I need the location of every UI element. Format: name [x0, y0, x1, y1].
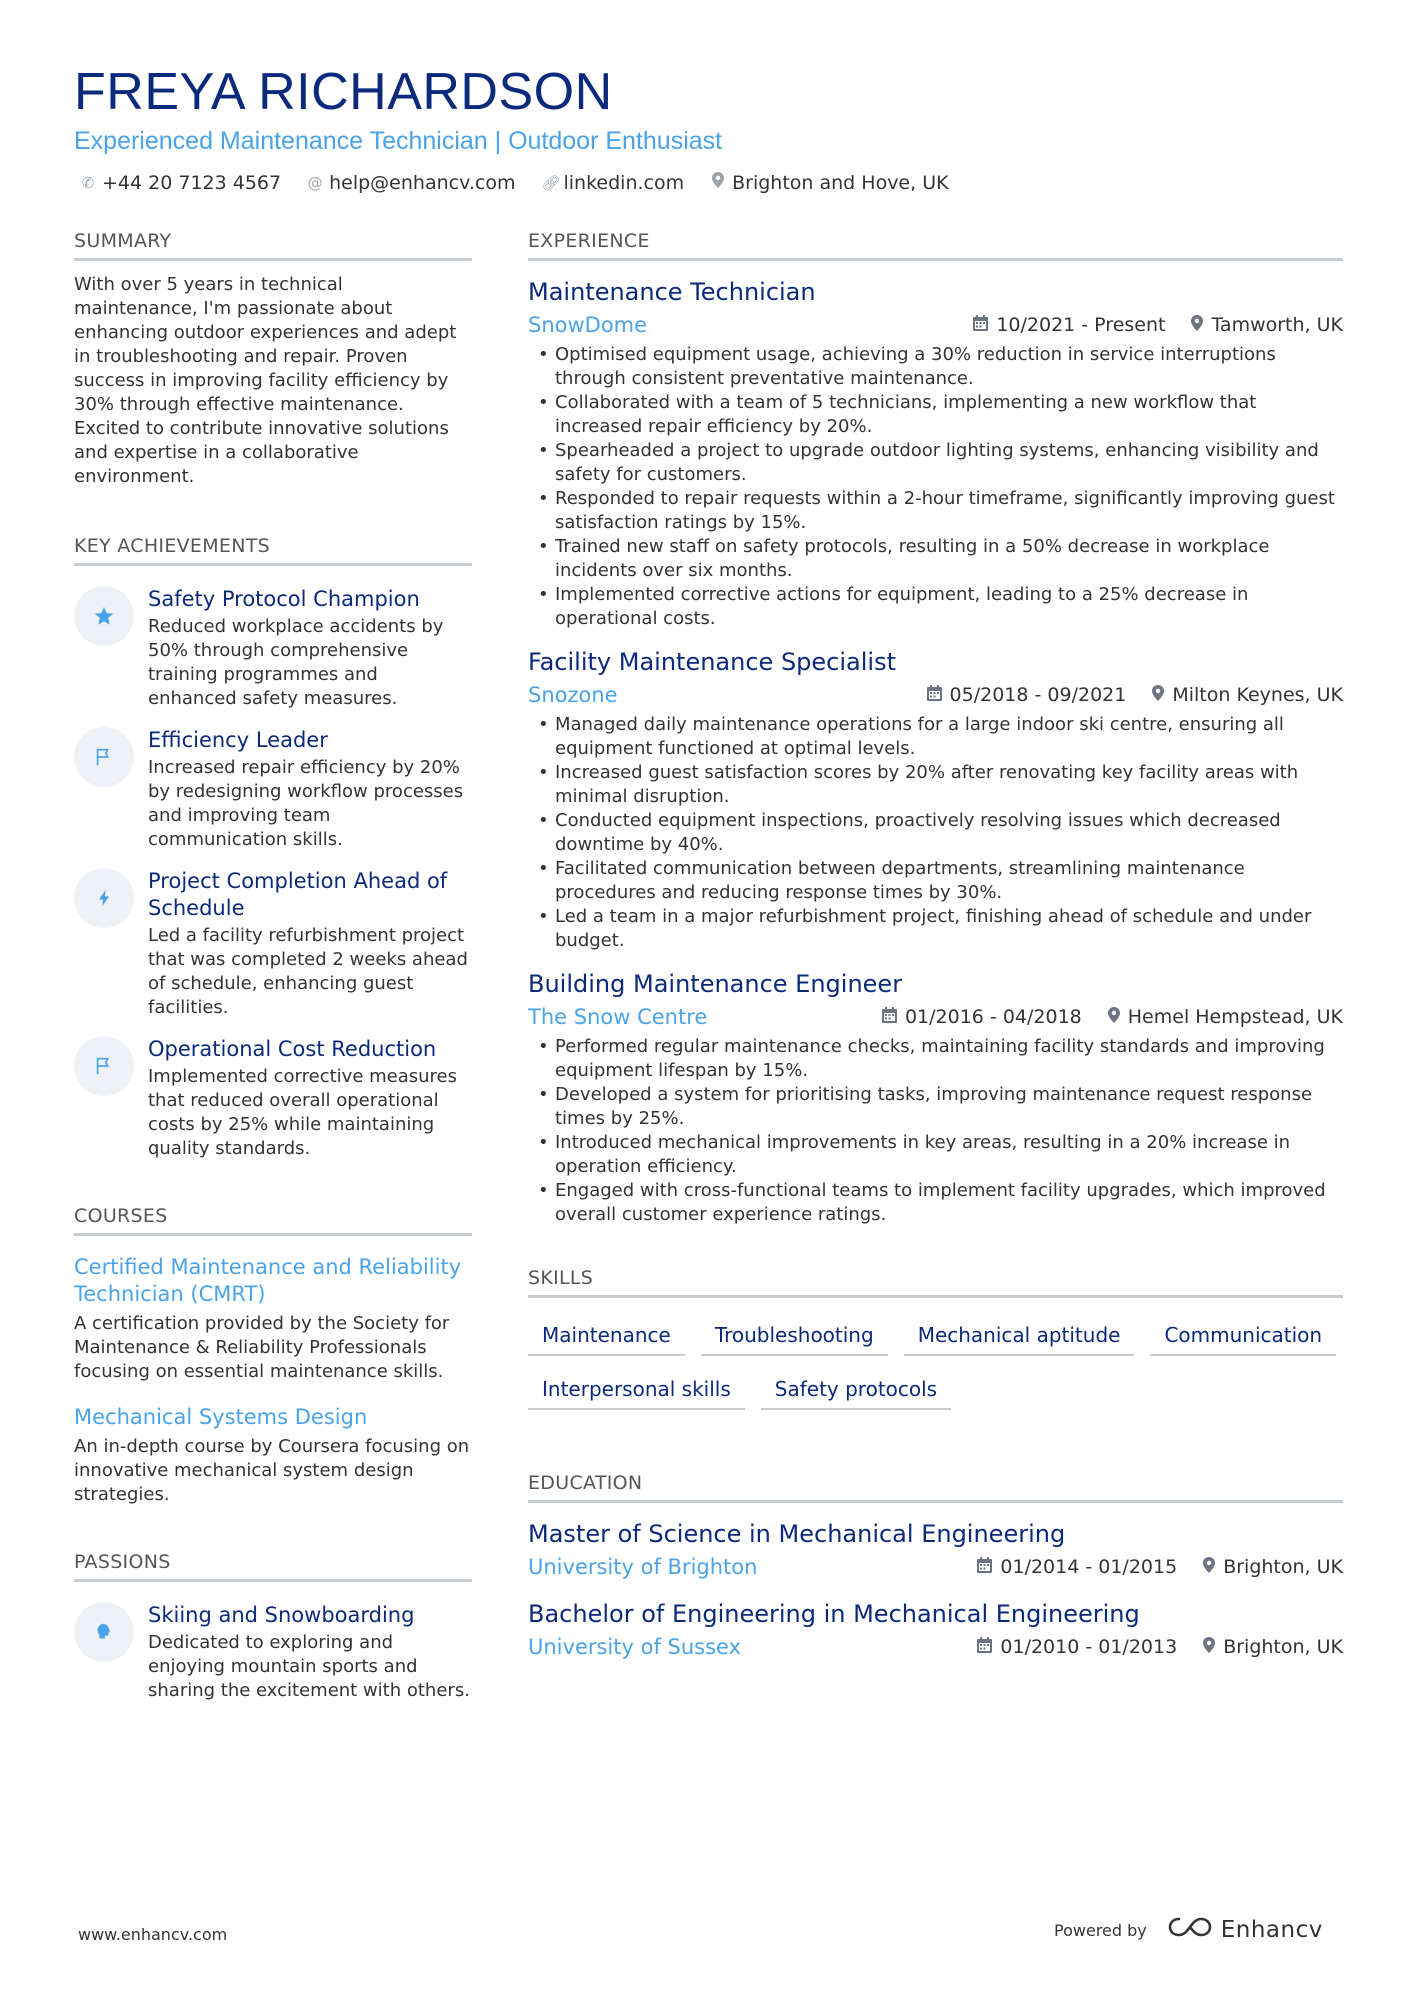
location-icon: [1191, 315, 1203, 335]
contact-linkedin-text: linkedin.com: [563, 172, 685, 194]
achievement-title: Project Completion Ahead of Schedule: [148, 869, 448, 920]
passions-title: PASSIONS: [74, 1549, 472, 1582]
courses-title: COURSES: [74, 1203, 472, 1236]
achievement-desc: Led a facility refurbishment project that was completed 2 weeks ahead of schedule, enhancing guest facilities.: [148, 925, 468, 1018]
achievements-section: [74, 533, 472, 1161]
job-bullets: [528, 343, 1343, 631]
skills-title: SKILLS: [528, 1265, 1343, 1298]
flag-icon: [74, 1036, 134, 1096]
achievement-desc: Implemented corrective measures that reduced overall operational costs by 25% while maintaining quality standards.: [148, 1066, 457, 1159]
job-bullet: • Implemented corrective actions for equipment, leading to a 25% decrease in operational costs.: [528, 583, 1343, 631]
degree-title: Bachelor of Engineering in Mechanical Engineering: [528, 1600, 1140, 1628]
job-bullet: • Trained new staff on safety protocols, resulting in a 50% decrease in workplace incidents over six months.: [528, 535, 1343, 583]
skill-tag: Safety protocols: [761, 1372, 951, 1410]
job-location: Milton Keynes, UK: [1172, 684, 1343, 706]
degree-title: Master of Science in Mechanical Engineering: [528, 1520, 1066, 1548]
contact-phone-text: +44 20 7123 4567: [102, 172, 282, 194]
skill-tag: Maintenance: [528, 1318, 685, 1356]
experience-title: EXPERIENCE: [528, 228, 1343, 261]
brain-icon: [74, 1602, 134, 1662]
job-bullet: • Developed a system for prioritising tasks, improving maintenance request response times by 25%.: [528, 1083, 1343, 1131]
school-name: University of Sussex: [528, 1635, 742, 1659]
job-company: The Snow Centre: [528, 1005, 708, 1029]
location-icon: [1108, 1007, 1120, 1027]
job-entry: [528, 969, 1343, 1227]
achievement-item: [74, 868, 472, 1020]
achievement-title: Safety Protocol Champion: [148, 587, 420, 611]
summary-text: With over 5 years in technical maintenance, I'm passionate about enhancing outdoor experiences and adept in troubleshooting and repair. Proven success in improving facility efficiency by 30% through effective maintenance. Excited to contribute innovative solutions and expertise in a collaborative environment.: [74, 274, 457, 487]
job-location: Hemel Hempstead, UK: [1127, 1006, 1343, 1028]
achievement-title: Efficiency Leader: [148, 728, 328, 752]
job-entry: [528, 647, 1343, 953]
job-bullet: • Led a team in a major refurbishment project, finishing ahead of schedule and under budget.: [528, 905, 1343, 953]
job-location: Tamworth, UK: [1211, 314, 1343, 336]
skill-tag: Mechanical aptitude: [904, 1318, 1135, 1356]
course-desc: An in-depth course by Coursera focusing on innovative mechanical system design strategies.: [74, 1436, 470, 1505]
passions-section: [74, 1549, 472, 1703]
job-title: Maintenance Technician: [528, 278, 816, 306]
job-dates: 05/2018 - 09/2021: [949, 684, 1127, 706]
education-entry: [528, 1519, 1343, 1581]
job-bullet: • Performed regular maintenance checks, maintaining facility standards and improving equipment lifespan by 15%.: [528, 1035, 1343, 1083]
left-column: [74, 228, 472, 1703]
skill-tag: Troubleshooting: [701, 1318, 888, 1356]
calendar-icon: [973, 315, 988, 335]
location-icon: [1203, 1557, 1215, 1577]
infinity-icon: [1167, 1915, 1213, 1945]
summary-title: SUMMARY: [74, 228, 472, 261]
job-title: Building Maintenance Engineer: [528, 970, 903, 998]
footer-branding: [1054, 1915, 1323, 1945]
skill-tag: Interpersonal skills: [528, 1372, 745, 1410]
location-icon: [1152, 685, 1164, 705]
contact-phone[interactable]: [80, 170, 281, 196]
powered-by-label: Powered by: [1054, 1920, 1147, 1940]
job-company: SnowDome: [528, 313, 648, 337]
school-name: University of Brighton: [528, 1555, 758, 1579]
calendar-icon: [977, 1637, 992, 1657]
job-bullet: • Managed daily maintenance operations for a large indoor ski centre, ensuring all equipment functioned at optimal levels.: [528, 713, 1343, 761]
course-item: [74, 1254, 472, 1384]
achievement-item: [74, 586, 472, 711]
job-dates: 10/2021 - Present: [996, 314, 1166, 336]
enhancv-logo[interactable]: [1167, 1915, 1323, 1945]
job-bullet: • Introduced mechanical improvements in key areas, resulting in a 20% increase in operation efficiency.: [528, 1131, 1343, 1179]
courses-section: [74, 1203, 472, 1507]
candidate-tagline: Experienced Maintenance Technician | Outdoor Enthusiast: [74, 127, 723, 155]
job-bullets: [528, 1035, 1343, 1227]
job-bullet: • Collaborated with a team of 5 technicians, implementing a new workflow that increased repair efficiency by 20%.: [528, 391, 1343, 439]
job-bullet: • Increased guest satisfaction scores by 20% after renovating key facility areas with minimal disruption.: [528, 761, 1343, 809]
candidate-name: FREYA RICHARDSON: [74, 63, 613, 121]
location-icon: [710, 170, 726, 196]
passion-desc: Dedicated to exploring and enjoying mountain sports and sharing the excitement with others.: [148, 1632, 470, 1701]
contact-bar: [80, 170, 949, 196]
brand-name: Enhancv: [1220, 1917, 1323, 1943]
course-desc: A certification provided by the Society for Maintenance & Reliability Professionals focusing on essential maintenance skills.: [74, 1313, 450, 1382]
job-company: Snozone: [528, 683, 618, 707]
skill-tag: Communication: [1150, 1318, 1336, 1356]
education-dates: 01/2010 - 01/2013: [1000, 1636, 1178, 1658]
at-icon: @: [307, 174, 323, 192]
skills-list: [528, 1318, 1343, 1410]
job-bullet: • Engaged with cross-functional teams to implement facility upgrades, which improved overall customer experience ratings.: [528, 1179, 1343, 1227]
contact-linkedin[interactable]: [541, 170, 684, 196]
calendar-icon: [977, 1557, 992, 1577]
education-location: Brighton, UK: [1223, 1636, 1343, 1658]
contact-location: [710, 170, 948, 196]
achievement-item: [74, 727, 472, 852]
job-bullets: [528, 713, 1343, 953]
course-item: [74, 1404, 472, 1507]
achievement-desc: Reduced workplace accidents by 50% through comprehensive training programmes and enhanced safety measures.: [148, 616, 444, 709]
course-title: Certified Maintenance and Reliability Technician (CMRT): [74, 1255, 462, 1306]
achievement-title: Operational Cost Reduction: [148, 1037, 437, 1061]
achievements-title: KEY ACHIEVEMENTS: [74, 533, 472, 566]
passion-title: Skiing and Snowboarding: [148, 1603, 415, 1627]
job-bullet: • Responded to repair requests within a 2-hour timeframe, significantly improving guest satisfaction ratings by 15%.: [528, 487, 1343, 535]
education-location: Brighton, UK: [1223, 1556, 1343, 1578]
contact-location-text: Brighton and Hove, UK: [732, 172, 949, 194]
education-dates: 01/2014 - 01/2015: [1000, 1556, 1178, 1578]
job-bullet: • Spearheaded a project to upgrade outdoor lighting systems, enhancing visibility and safety for customers.: [528, 439, 1343, 487]
experience-section: [528, 228, 1343, 1227]
contact-email-text: help@enhancv.com: [329, 172, 516, 194]
job-bullet: • Facilitated communication between departments, streamlining maintenance procedures and reducing response times by 30%.: [528, 857, 1343, 905]
job-bullet: • Optimised equipment usage, achieving a 30% reduction in service interruptions through consistent preventative maintenance.: [528, 343, 1343, 391]
right-column: [528, 228, 1343, 1661]
flag-icon: [74, 727, 134, 787]
star-icon: [74, 586, 134, 646]
summary-section: [74, 228, 472, 489]
job-entry: [528, 277, 1343, 631]
job-bullet: • Conducted equipment inspections, proactively resolving issues which decreased downtime by 40%.: [528, 809, 1343, 857]
education-section: [528, 1470, 1343, 1661]
course-title: Mechanical Systems Design: [74, 1405, 368, 1429]
job-dates: 01/2016 - 04/2018: [904, 1006, 1082, 1028]
education-title: EDUCATION: [528, 1470, 1343, 1503]
calendar-icon: [882, 1007, 897, 1027]
bolt-icon: [74, 868, 134, 928]
skills-section: [528, 1265, 1343, 1410]
link-icon: 🔗︎: [541, 174, 561, 192]
education-entry: [528, 1599, 1343, 1661]
job-title: Facility Maintenance Specialist: [528, 648, 896, 676]
footer-website[interactable]: www.enhancv.com: [78, 1925, 228, 1944]
achievement-desc: Increased repair efficiency by 20% by redesigning workflow processes and improving team communication skills.: [148, 757, 464, 850]
contact-email[interactable]: [307, 170, 515, 196]
phone-icon: ✆: [81, 174, 95, 192]
calendar-icon: [927, 685, 942, 705]
passion-item: [74, 1602, 472, 1703]
location-icon: [1203, 1637, 1215, 1657]
achievement-item: [74, 1036, 472, 1161]
